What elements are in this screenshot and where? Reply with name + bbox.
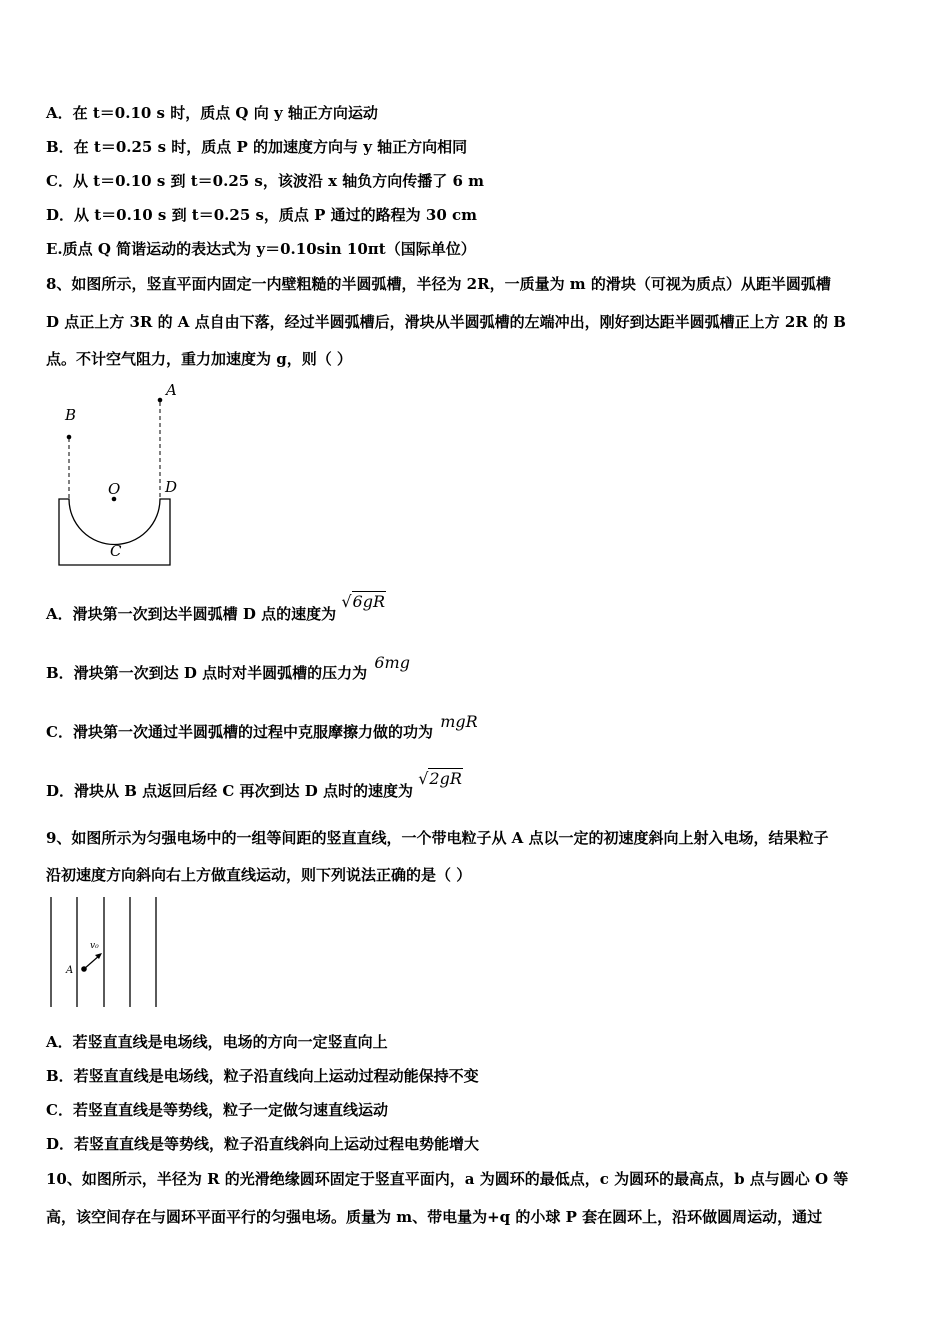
q9-stem-line2: 沿初速度方向斜向右上方做直线运动，则下列说法正确的是（ ） (46, 866, 472, 884)
q9-option-d: D．若竖直直线是等势线，粒子沿直线斜向上运动过程电势能增大 (46, 1135, 480, 1153)
q7-option-e: E.质点 Q 简谐运动的表达式为 y＝0.10sin 10πt（国际单位） (46, 240, 476, 258)
q9-option-a: A．若竖直直线是电场线，电场的方向一定竖直向上 (46, 1033, 388, 1051)
q7-option-d: D．从 t＝0.10 s 到 t＝0.25 s，质点 P 通过的路程为 30 cm (46, 206, 477, 224)
label-b: B (65, 406, 77, 424)
q8-option-a-text: A．滑块第一次到达半圆弧槽 D 点的速度为 (46, 605, 337, 623)
q8-figure (50, 378, 190, 573)
q7-option-c: C．从 t＝0.10 s 到 t＝0.25 s，该波沿 x 轴负方向传播了 6 m (46, 172, 485, 190)
label-a: A (166, 381, 177, 399)
q10-stem-line1: 10、如图所示，半径为 R 的光滑绝缘圆环固定于竖直平面内，a 为圆环的最低点，c 为圆环的最高点，b 点与圆心 O 等 (46, 1170, 849, 1188)
q8-option-d-math: 2gR (429, 769, 462, 788)
point-a (81, 966, 87, 972)
label-d: D (165, 478, 178, 496)
q8-option-d-text: D．滑块从 B 点返回后经 C 再次到达 D 点时的速度为 (46, 782, 413, 800)
q8-option-b-math: 6mg (374, 653, 410, 672)
sqrt-6gR: √6gR (341, 592, 385, 611)
q8-option-c-text: C．滑块第一次通过半圆弧槽的过程中克服摩擦力做的功为 (46, 723, 433, 741)
q8-option-d (46, 769, 463, 801)
q8-option-b-text: B．滑块第一次到达 D 点时对半圆弧槽的压力为 (46, 664, 368, 682)
q9-stem-line1: 9、如图所示为匀强电场中的一组等间距的竖直直线，一个带电粒子从 A 点以一定的初速度斜向上射入电场，结果粒子 (46, 829, 829, 847)
q7-option-b: B．在 t＝0.25 s 时，质点 P 的加速度方向与 y 轴正方向相同 (46, 138, 468, 156)
label-c: C (110, 542, 122, 560)
q8-option-c (46, 712, 478, 742)
q8-option-a-math: 6gR (352, 592, 385, 611)
q8-option-c-math: mgR (440, 712, 478, 731)
q9-figure (44, 895, 164, 1010)
q8-stem-line2: D 点正上方 3R 的 A 点自由下落，经过半圆弧槽后，滑块从半圆弧槽的左端冲出，刚好到达距半圆弧槽正上方 2R 的 B (46, 313, 846, 331)
point-b (67, 435, 72, 440)
q7-option-a: A．在 t＝0.10 s 时，质点 Q 向 y 轴正方向运动 (46, 104, 378, 122)
q8-option-a (46, 592, 386, 624)
sqrt-2gR: √2gR (418, 769, 462, 788)
point-a (158, 398, 163, 403)
q8-stem-line3: 点。不计空气阻力，重力加速度为 g，则（ ） (46, 350, 352, 368)
q9-option-b: B．若竖直直线是电场线，粒子沿直线向上运动过程动能保持不变 (46, 1067, 479, 1085)
label-o: O (108, 480, 121, 498)
q8-stem-line1: 8、如图所示，竖直平面内固定一内壁粗糙的半圆弧槽，半径为 2R，一质量为 m 的滑块（可视为质点）从距半圆弧槽 (46, 275, 831, 293)
label-a: A (66, 965, 74, 976)
label-v0: v₀ (90, 941, 99, 951)
q9-option-c: C．若竖直直线是等势线，粒子一定做匀速直线运动 (46, 1101, 388, 1119)
q8-option-b (46, 653, 410, 683)
q10-stem-line2: 高，该空间存在与圆环平面平行的匀强电场。质量为 m、带电量为+q 的小球 P 套在圆环上，沿环做圆周运动，通过 (46, 1208, 823, 1226)
